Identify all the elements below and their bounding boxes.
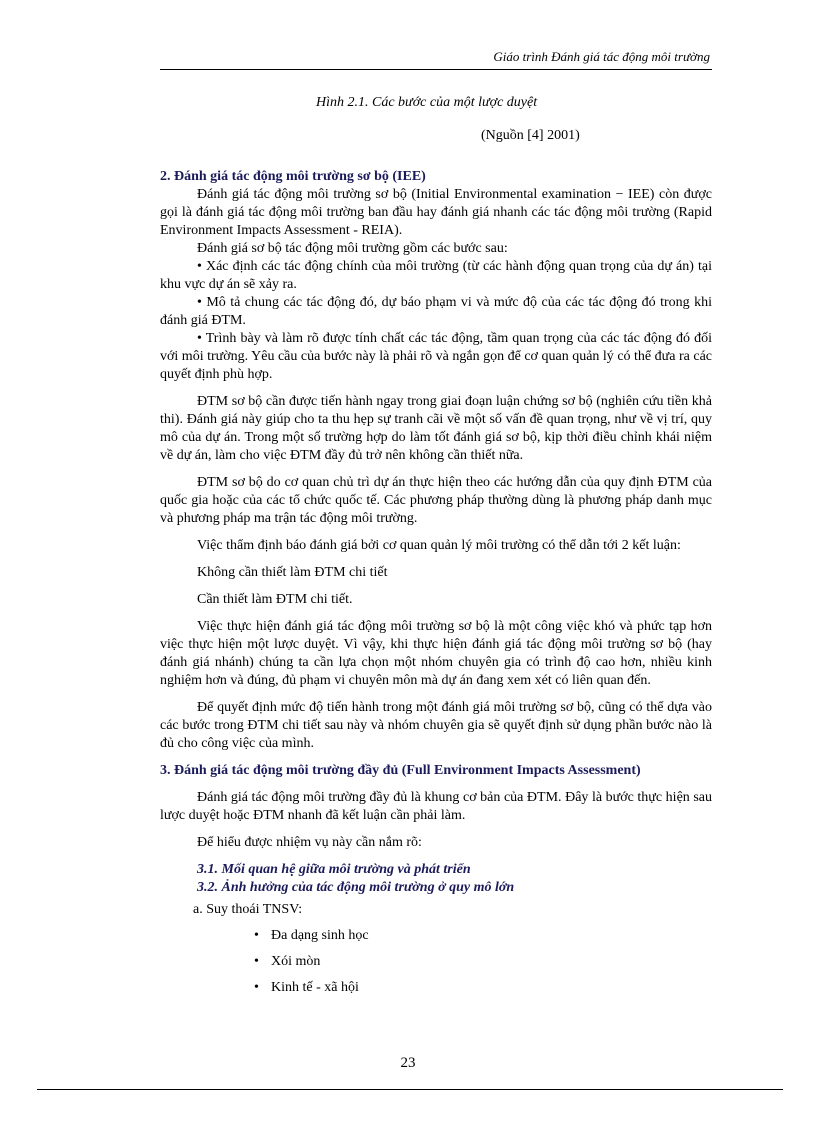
conclusion-item: Không cần thiết làm ĐTM chi tiết (197, 565, 388, 580)
header-title: Giáo trình Đánh giá tác động môi trường (493, 49, 710, 64)
paragraph: ĐTM sơ bộ do cơ quan chủ trì dự án thực hiện theo các hướng dẫn của quy định ĐTM của quốc gia hoặc của các tổ chức quốc tế. Các phương pháp thường dùng là phương pháp danh mục và phương pháp ma trận tác động môi trường. (160, 475, 712, 526)
paragraph: Đánh giá sơ bộ tác động môi trường gồm các bước sau: (197, 241, 508, 256)
list-item-text: Đa dạng sinh học (271, 928, 369, 943)
step-item: • Trình bày và làm rõ được tính chất các tác động, tầm quan trọng của các tác động đó đối với môi trường. Yêu cầu của bước này là phải rõ và ngắn gọn để cơ quan quản lý có thể đưa ra các quyết định phù hợp. (160, 331, 712, 382)
paragraph: Đánh giá tác động môi trường sơ bộ (Initial Environmental examination − IEE) còn được gọi là đánh giá tác động môi trường ban đầu hay đánh giá nhanh các tác động môi trường (Rapid Environment Impacts Assessment - REIA). (160, 187, 712, 238)
paragraph: Việc thực hiện đánh giá tác động môi trường sơ bộ là một công việc khó và phức tạp hơn việc thực hiện một lược duyệt. Vì vậy, khi thực hiện đánh giá tác động môi trường sơ bộ (hay đánh giá nhánh) chúng ta cần lựa chọn một nhóm chuyên gia có trình độ cao hơn, nhiều kinh nghiệm hơn và đúng, đủ phạm vi chuyên môn mà dự án đang xem xét có liên quan đến. (160, 619, 712, 688)
figure-caption: Hình 2.1. Các bước của một lược duyệt (316, 95, 538, 110)
paragraph: Việc thẩm định báo đánh giá bởi cơ quan quản lý môi trường có thể dẫn tới 2 kết luận: (197, 538, 681, 553)
bullet-icon: • (254, 954, 259, 969)
step-item: • Xác định các tác động chính của môi trường (từ các hành động quan trọng của dự án) tại khu vực dự án sẽ xảy ra. (160, 259, 712, 292)
figure-source: (Nguồn [4] 2001) (481, 128, 580, 143)
list-item (254, 927, 712, 945)
bullet-icon: • (254, 928, 259, 943)
paragraph: Để hiểu được nhiệm vụ này cần nắm rõ: (197, 835, 422, 850)
section-2-heading: 2. Đánh giá tác động môi trường sơ bộ (IEE) (160, 169, 426, 184)
subsection-3-2-heading: 3.2. Ảnh hưởng của tác động môi trường ở quy mô lớn (197, 880, 515, 895)
page-number: 23 (400, 1055, 416, 1071)
list-item (254, 953, 712, 971)
footer-divider (37, 1089, 783, 1090)
paragraph: ĐTM sơ bộ cần được tiến hành ngay trong giai đoạn luận chứng sơ bộ (nghiên cứu tiền khả thi). Đánh giá này giúp cho ta thu hẹp sự tranh cãi về một số vấn đề quan trọng, như về vị trí, quy mô của dự án. Trong một số trường hợp do làm tốt đánh giá sơ bộ, kịp thời điều chỉnh khái niệm về dự án, làm cho việc ĐTM đầy đủ trở nên không cần thiết nữa. (160, 394, 712, 463)
document-body (160, 168, 712, 997)
list-item-text: Kinh tế - xã hội (271, 980, 359, 995)
paragraph: Đánh giá tác động môi trường đầy đủ là khung cơ bản của ĐTM. Đây là bước thực hiện sau lược duyệt hoặc ĐTM nhanh đã kết luận cần phải làm. (160, 790, 712, 823)
paragraph: Để quyết định mức độ tiến hành trong một đánh giá môi trường sơ bộ, cũng có thể dựa vào các bước trong ĐTM chi tiết sau này và nhóm chuyên gia sẽ quyết định sử dụng phần bước nào là đủ cho công việc của mình. (160, 700, 712, 751)
bullet-list (160, 927, 712, 997)
bullet-icon: • (254, 980, 259, 995)
step-item: • Mô tả chung các tác động đó, dự báo phạm vi và mức độ của các tác động đó trong khi đánh giá ĐTM. (160, 295, 712, 328)
conclusion-item: Cần thiết làm ĐTM chi tiết. (197, 592, 353, 607)
section-3-heading: 3. Đánh giá tác động môi trường đầy đủ (Full Environment Impacts Assessment) (160, 763, 641, 778)
header-divider (160, 69, 712, 70)
list-item (254, 979, 712, 997)
subsection-3-1-heading: 3.1. Mối quan hệ giữa môi trường và phát triển (197, 862, 471, 877)
list-item-text: Xói mòn (271, 954, 321, 969)
list-item-a: a. Suy thoái TNSV: (193, 902, 303, 917)
